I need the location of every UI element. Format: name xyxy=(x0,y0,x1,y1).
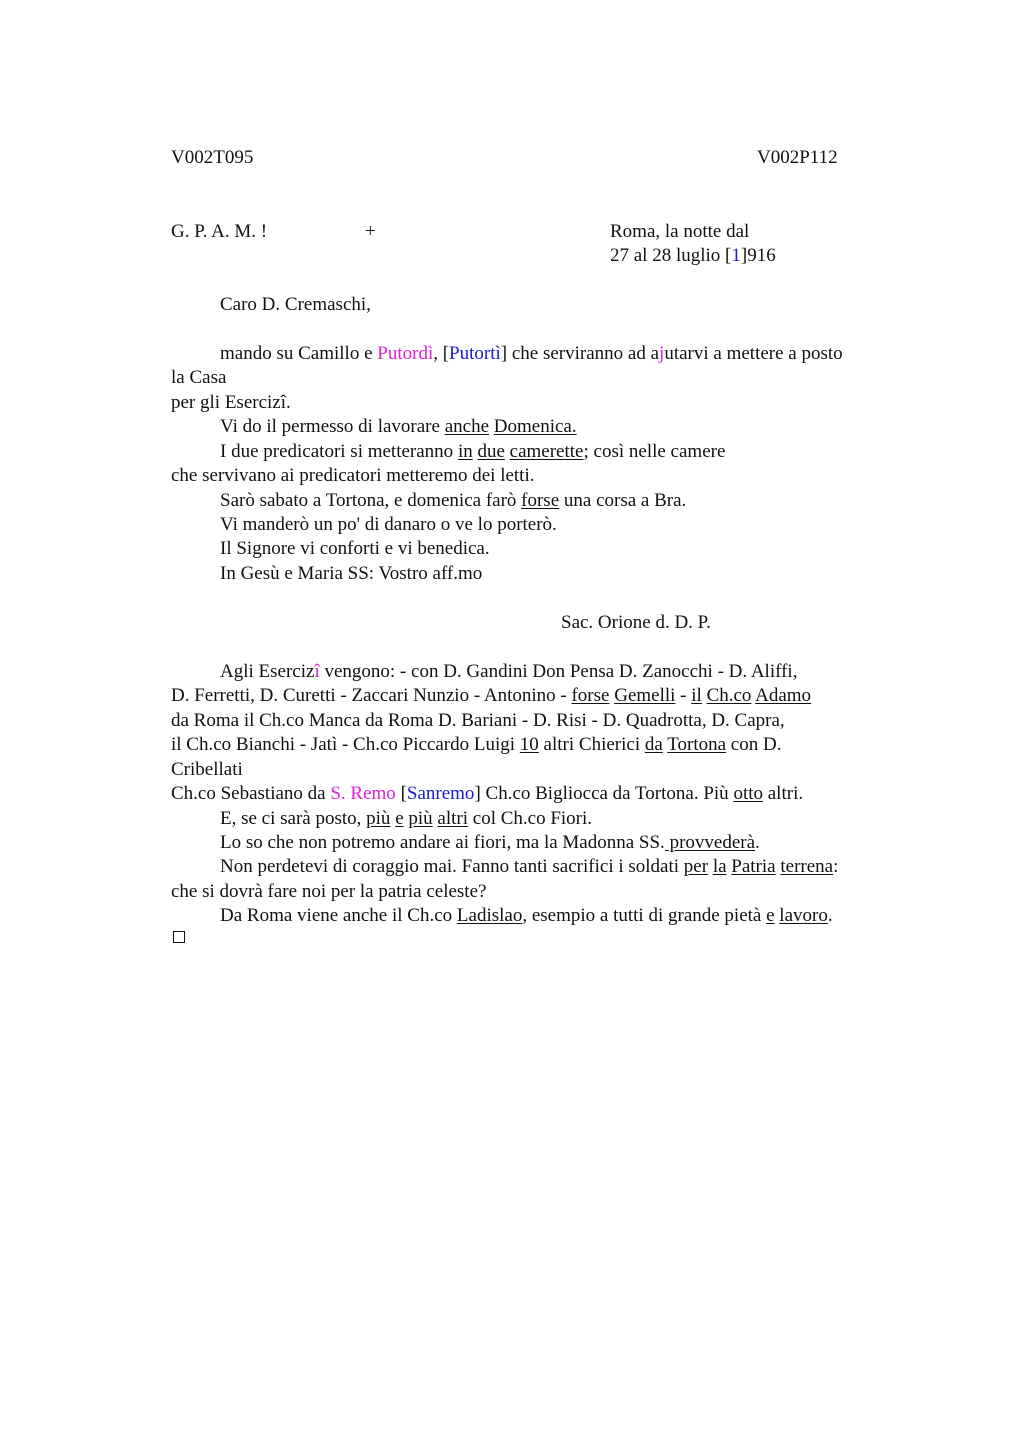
motto: G. P. A. M. ! xyxy=(171,221,268,242)
closing: In Gesù e Maria SS: Vostro aff.mo xyxy=(220,563,483,584)
body-line: mando su Camillo e Putordì, [Putortì] che serviranno ad ajutarvi a mettere a posto xyxy=(220,343,843,364)
editorial-insertion: 1 xyxy=(731,245,741,266)
postscript-line: che si dovrà fare noi per la patria celeste? xyxy=(171,881,487,902)
body-line: Il Signore vi conforti e vi benedica. xyxy=(220,538,490,559)
postscript-line: Cribellati xyxy=(171,759,243,780)
body-line: la Casa xyxy=(171,367,227,388)
body-line: che servivano ai predicatori metteremo dei letti. xyxy=(171,465,535,486)
postscript-line: Da Roma viene anche il Ch.co Ladislao, esempio a tutti di grande pietà e lavoro. xyxy=(220,905,833,926)
postscript-line: E, se ci sarà posto, più e più altri col Ch.co Fiori. xyxy=(220,808,593,829)
cross-symbol: + xyxy=(365,221,376,242)
postscript-line: il Ch.co Bianchi - Jatì - Ch.co Piccardo Luigi 10 altri Chierici da Tortona con D. xyxy=(171,734,782,755)
postscript-line: D. Ferretti, D. Curetti - Zaccari Nunzio - Antonino - forse Gemelli - il Ch.co Adamo xyxy=(171,685,812,706)
body-line: Vi manderò un po' di danaro o ve lo porterò. xyxy=(220,514,557,535)
postscript-line: Non perdetevi di coraggio mai. Fanno tanti sacrifici i soldati per la Patria terrena: xyxy=(220,856,839,877)
postscript-line: da Roma il Ch.co Manca da Roma D. Bariani - D. Risi - D. Quadrotta, D. Capra, xyxy=(171,710,785,731)
place-date-line1: Roma, la notte dal xyxy=(610,221,750,242)
postscript-line: Lo so che non potremo andare ai fiori, ma la Madonna SS. provvederà. xyxy=(220,832,760,853)
signature: Sac. Orione d. D. P. xyxy=(561,612,711,633)
body-line: Sarò sabato a Tortona, e domenica farò forse una corsa a Bra. xyxy=(220,490,687,511)
body-line: per gli Esercizî. xyxy=(171,392,291,413)
place-date-line2: 27 al 28 luglio [1]916 xyxy=(610,245,776,266)
postscript-line: Agli Esercizî vengono: - con D. Gandini Don Pensa D. Zanocchi - D. Aliffi, xyxy=(220,661,798,682)
body-line: Vi do il permesso di lavorare anche Domenica. xyxy=(220,416,577,437)
document-code-right: V002P112 xyxy=(757,147,838,168)
body-line: I due predicatori si metteranno in due camerette; così nelle camere xyxy=(220,441,726,462)
postscript-line: Ch.co Sebastiano da S. Remo [Sanremo] Ch.co Bigliocca da Tortona. Più otto altri. xyxy=(171,783,804,804)
document-code-left: V002T095 xyxy=(171,147,254,168)
end-marker-square-icon xyxy=(173,931,185,943)
salutation: Caro D. Cremaschi, xyxy=(220,294,371,315)
